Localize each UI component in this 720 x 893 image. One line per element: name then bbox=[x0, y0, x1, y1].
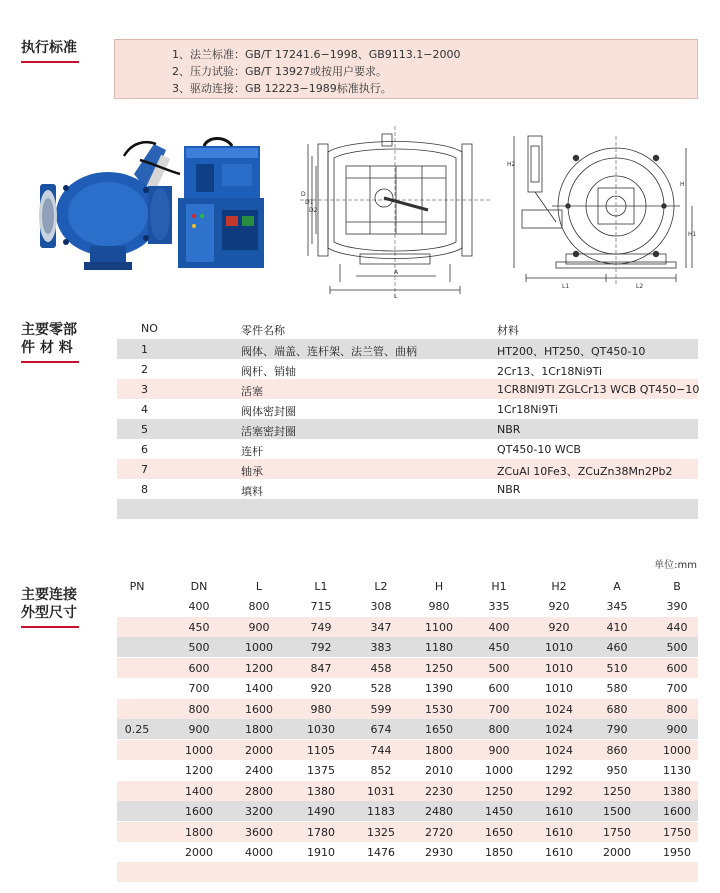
dimensions-cell: 1600 bbox=[245, 702, 273, 716]
parts-header-material: 材料 bbox=[497, 324, 519, 337]
dimensions-cell: 1000 bbox=[485, 764, 513, 777]
dimensions-row bbox=[117, 719, 698, 739]
dimensions-cell: 700 bbox=[666, 682, 688, 695]
dimensions-row bbox=[117, 658, 698, 678]
dimensions-cell: 744 bbox=[370, 743, 392, 757]
standards-box bbox=[114, 39, 698, 99]
dimensions-cell: 510 bbox=[606, 661, 628, 675]
dimensions-cell: 600 bbox=[188, 661, 210, 675]
dimensions-cell: 600 bbox=[488, 682, 510, 695]
parts-footer-band bbox=[117, 499, 698, 519]
dimensions-cell: 900 bbox=[488, 743, 510, 757]
dimensions-cell: 1400 bbox=[245, 682, 273, 695]
part-no: 4 bbox=[141, 403, 148, 416]
dimensions-cell: 2000 bbox=[185, 846, 213, 859]
dimensions-cell: 920 bbox=[548, 620, 570, 634]
dimensions-cell: 600 bbox=[666, 661, 688, 675]
side-label-h1: H1 bbox=[688, 231, 697, 238]
dimensions-header-cell: L bbox=[255, 580, 263, 593]
dimensions-header-cell: L2 bbox=[374, 580, 388, 593]
dimensions-cell: 500 bbox=[666, 641, 688, 654]
dimensions-cell: 1375 bbox=[307, 764, 335, 777]
dimensions-header-cell: L1 bbox=[314, 580, 328, 593]
dimensions-cell: 410 bbox=[606, 620, 628, 634]
dimensions-cell: 980 bbox=[428, 600, 450, 613]
dimensions-cell: 1380 bbox=[307, 784, 335, 798]
side-label-h: H bbox=[680, 181, 685, 188]
parts-row bbox=[117, 339, 698, 359]
dimensions-cell: 1250 bbox=[425, 661, 453, 675]
dimensions-cell: 1800 bbox=[425, 743, 453, 757]
dimensions-header-row bbox=[117, 576, 698, 596]
dimensions-row bbox=[117, 760, 698, 780]
dimensions-cell: 308 bbox=[370, 600, 392, 613]
part-material: NBR bbox=[497, 483, 521, 496]
dimensions-cell: 1183 bbox=[367, 805, 395, 818]
dimensions-cell: 1292 bbox=[545, 764, 573, 777]
parts-row bbox=[117, 399, 698, 419]
part-no: 5 bbox=[141, 423, 148, 436]
dimensions-cell: 1950 bbox=[663, 846, 691, 859]
part-material: QT450-10 WCB bbox=[497, 443, 581, 456]
part-material: ZCuAl 10Fe3、ZCuZn38Mn2Pb2 bbox=[497, 465, 673, 478]
parts-row bbox=[117, 459, 698, 479]
dimensions-cell: 1180 bbox=[425, 641, 453, 654]
dimensions-cell: 450 bbox=[488, 641, 510, 654]
part-no: 3 bbox=[141, 383, 148, 396]
part-name: 阀杆、销轴 bbox=[241, 365, 296, 378]
dimensions-cell: 1780 bbox=[307, 825, 335, 839]
dimensions-cell: 1031 bbox=[367, 784, 395, 798]
dimensions-footer-band bbox=[117, 862, 698, 882]
dimensions-cell: 980 bbox=[310, 702, 332, 716]
dimensions-cell: 1292 bbox=[545, 784, 573, 798]
dimensions-cell: 2480 bbox=[425, 805, 453, 818]
dimensions-cell: 1325 bbox=[367, 825, 395, 839]
dimensions-cell: 715 bbox=[310, 600, 332, 613]
dimensions-cell: 580 bbox=[606, 682, 628, 695]
dimensions-cell: 1000 bbox=[185, 743, 213, 757]
dimensions-cell: 900 bbox=[248, 620, 270, 634]
dimensions-cell: 800 bbox=[248, 600, 270, 613]
part-material: 1CR8NI9TI ZGLCr13 WCB QT450−10 bbox=[497, 383, 700, 396]
part-no: 8 bbox=[141, 483, 148, 496]
dimensions-cell: 528 bbox=[370, 682, 392, 695]
dimensions-cell: 1800 bbox=[185, 825, 213, 839]
side-label-l2: L2 bbox=[636, 283, 644, 290]
dimensions-row bbox=[117, 842, 698, 862]
standard-line: 3、驱动连接：GB 12223−1989标准执行。 bbox=[172, 82, 392, 95]
dimensions-row bbox=[117, 801, 698, 821]
dimensions-cell: 800 bbox=[488, 723, 510, 736]
standards-title: 执行标准 bbox=[21, 39, 77, 57]
part-name: 轴承 bbox=[241, 465, 263, 478]
dimensions-cell: 1800 bbox=[245, 723, 273, 736]
dimensions-cell: 1750 bbox=[663, 825, 691, 839]
dimensions-cell: 3600 bbox=[245, 825, 273, 839]
dimensions-cell: 800 bbox=[188, 702, 210, 716]
dimensions-cell: 383 bbox=[370, 641, 392, 654]
dimensions-cell: 1010 bbox=[545, 661, 573, 675]
dimensions-cell: 1000 bbox=[245, 641, 273, 654]
parts-header-name: 零件名称 bbox=[241, 324, 285, 337]
parts-header-no: NO bbox=[141, 322, 158, 335]
dimensions-cell: 847 bbox=[310, 661, 332, 675]
part-no: 1 bbox=[141, 343, 148, 356]
standard-line: 1、法兰标准：GB/T 17241.6−1998、GB9113.1−2000 bbox=[172, 48, 461, 61]
part-material: 2Cr13、1Cr18Ni9Ti bbox=[497, 365, 603, 378]
front-label-d: D bbox=[301, 191, 306, 198]
dimensions-header-cell: DN bbox=[190, 580, 208, 593]
dimensions-cell: 500 bbox=[188, 641, 210, 654]
dimensions-cell: 920 bbox=[310, 682, 332, 695]
dimensions-cell: 1030 bbox=[307, 723, 335, 736]
dimensions-header-cell: B bbox=[673, 580, 681, 593]
part-no: 6 bbox=[141, 443, 148, 456]
part-name: 填料 bbox=[241, 485, 263, 498]
side-label-l1: L1 bbox=[562, 283, 570, 290]
side-label-h2: H2 bbox=[507, 161, 516, 168]
dimensions-cell: 852 bbox=[370, 764, 392, 777]
valve-front-drawing bbox=[300, 126, 490, 300]
dimensions-cell: 2800 bbox=[245, 784, 273, 798]
dimensions-cell: 1250 bbox=[603, 784, 631, 798]
dimensions-cell: 1380 bbox=[663, 784, 691, 798]
valve-side-drawing bbox=[506, 126, 700, 300]
dimensions-cell: 1010 bbox=[545, 682, 573, 695]
dimensions-cell: 1850 bbox=[485, 846, 513, 859]
dimensions-cell: 1250 bbox=[485, 784, 513, 798]
dimensions-cell: 1130 bbox=[663, 764, 691, 777]
dimensions-cell: 1105 bbox=[307, 743, 335, 757]
parts-row bbox=[117, 479, 698, 499]
dimensions-cell: 680 bbox=[606, 702, 628, 716]
dimensions-cell: 599 bbox=[370, 702, 392, 716]
dimensions-cell: 500 bbox=[488, 661, 510, 675]
part-material: 1Cr18Ni9Ti bbox=[497, 403, 558, 416]
dimensions-header-cell: H2 bbox=[551, 580, 567, 593]
dimensions-cell: 2930 bbox=[425, 846, 453, 859]
dimensions-cell: 1476 bbox=[367, 846, 395, 859]
dimensions-cell: 1600 bbox=[663, 805, 691, 818]
dimensions-cell: 335 bbox=[488, 600, 510, 613]
dimensions-header-cell: H1 bbox=[491, 580, 507, 593]
dimensions-cell: 3200 bbox=[245, 805, 273, 818]
dimensions-cell: 1490 bbox=[307, 805, 335, 818]
dimensions-cell: 2230 bbox=[425, 784, 453, 798]
dimensions-cell: 390 bbox=[666, 600, 688, 613]
dimensions-cell: 790 bbox=[606, 723, 628, 736]
dimensions-row bbox=[117, 822, 698, 842]
dimensions-cell: 1500 bbox=[603, 805, 631, 818]
dimensions-cell: 1390 bbox=[425, 682, 453, 695]
dimensions-row bbox=[117, 678, 698, 698]
dimensions-cell: 900 bbox=[188, 723, 210, 736]
dimensions-cell: 460 bbox=[606, 641, 628, 654]
dimensions-cell: 1100 bbox=[425, 620, 453, 634]
dimensions-cell: 749 bbox=[310, 620, 332, 634]
dimensions-cell: 4000 bbox=[245, 846, 273, 859]
dimensions-row bbox=[117, 637, 698, 657]
dimensions-cell: 400 bbox=[188, 600, 210, 613]
dimensions-cell: 860 bbox=[606, 743, 628, 757]
front-label-d2: D2 bbox=[309, 207, 318, 214]
dimensions-cell: 950 bbox=[606, 764, 628, 777]
pn-value: 0.25 bbox=[124, 723, 150, 736]
unit-label: 单位:mm bbox=[654, 560, 697, 571]
dimensions-cell: 700 bbox=[488, 702, 510, 716]
standard-line: 2、压力试验：GB/T 13927或按用户要求。 bbox=[172, 65, 387, 78]
parts-header-row bbox=[117, 318, 698, 338]
front-label-l: L bbox=[394, 293, 398, 300]
dimensions-cell: 1610 bbox=[545, 846, 573, 859]
dimensions-cell: 1024 bbox=[545, 702, 573, 716]
dimensions-cell: 792 bbox=[310, 641, 332, 654]
part-no: 7 bbox=[141, 463, 148, 476]
dimensions-row bbox=[117, 617, 698, 637]
dimensions-header-cell: PN bbox=[129, 580, 145, 593]
dimensions-cell: 1610 bbox=[545, 805, 573, 818]
dimensions-cell: 1200 bbox=[245, 661, 273, 675]
front-label-a: A bbox=[394, 269, 399, 276]
dimensions-cell: 347 bbox=[370, 620, 392, 634]
parts-row bbox=[117, 379, 698, 399]
dimensions-cell: 700 bbox=[188, 682, 210, 695]
part-name: 阀体、端盖、连杆架、法兰管、曲柄 bbox=[241, 345, 417, 358]
part-name: 连杆 bbox=[241, 445, 263, 458]
dimensions-title: 主要连接 外型尺寸 bbox=[21, 586, 77, 622]
dimensions-cell: 920 bbox=[548, 600, 570, 613]
dimensions-cell: 400 bbox=[488, 620, 510, 634]
dimensions-cell: 345 bbox=[606, 600, 628, 613]
dimensions-cell: 674 bbox=[370, 723, 392, 736]
dimensions-row bbox=[117, 699, 698, 719]
dimensions-cell: 1750 bbox=[603, 825, 631, 839]
dimensions-row bbox=[117, 781, 698, 801]
part-name: 阀体密封圈 bbox=[241, 405, 296, 418]
dimensions-cell: 440 bbox=[666, 620, 688, 634]
dimensions-header-cell: H bbox=[434, 580, 444, 593]
dimensions-cell: 1000 bbox=[663, 743, 691, 757]
parts-row bbox=[117, 359, 698, 379]
parts-row bbox=[117, 419, 698, 439]
dimensions-cell: 1610 bbox=[545, 825, 573, 839]
dimensions-cell: 1200 bbox=[185, 764, 213, 777]
part-material: NBR bbox=[497, 423, 521, 436]
front-label-d1: D1 bbox=[305, 199, 314, 206]
parts-title: 主要零部 件 材 料 bbox=[21, 321, 77, 357]
dimensions-cell: 1024 bbox=[545, 723, 573, 736]
dimensions-header-cell: A bbox=[613, 580, 621, 593]
part-material: HT200、HT250、QT450-10 bbox=[497, 345, 646, 358]
dimensions-cell: 450 bbox=[188, 620, 210, 634]
dimensions-cell: 1024 bbox=[545, 743, 573, 757]
dimensions-cell: 2010 bbox=[425, 764, 453, 777]
part-name: 活塞 bbox=[241, 385, 263, 398]
dimensions-cell: 2000 bbox=[603, 846, 631, 859]
dimensions-row bbox=[117, 596, 698, 616]
dimensions-cell: 1650 bbox=[425, 723, 453, 736]
dimensions-cell: 800 bbox=[666, 702, 688, 716]
dimensions-cell: 458 bbox=[370, 661, 392, 675]
dimensions-cell: 2400 bbox=[245, 764, 273, 777]
dimensions-cell: 1910 bbox=[307, 846, 335, 859]
part-no: 2 bbox=[141, 363, 148, 376]
dimensions-cell: 1600 bbox=[185, 805, 213, 818]
dimensions-cell: 1530 bbox=[425, 702, 453, 716]
parts-row bbox=[117, 439, 698, 459]
dimensions-cell: 2720 bbox=[425, 825, 453, 839]
dimensions-cell: 1400 bbox=[185, 784, 213, 798]
dimensions-cell: 2000 bbox=[245, 743, 273, 757]
dimensions-row bbox=[117, 740, 698, 760]
valve-product-photo bbox=[36, 134, 276, 284]
dimensions-cell: 1010 bbox=[545, 641, 573, 654]
part-name: 活塞密封圈 bbox=[241, 425, 296, 438]
dimensions-cell: 1450 bbox=[485, 805, 513, 818]
dimensions-cell: 900 bbox=[666, 723, 688, 736]
dimensions-cell: 1650 bbox=[485, 825, 513, 839]
